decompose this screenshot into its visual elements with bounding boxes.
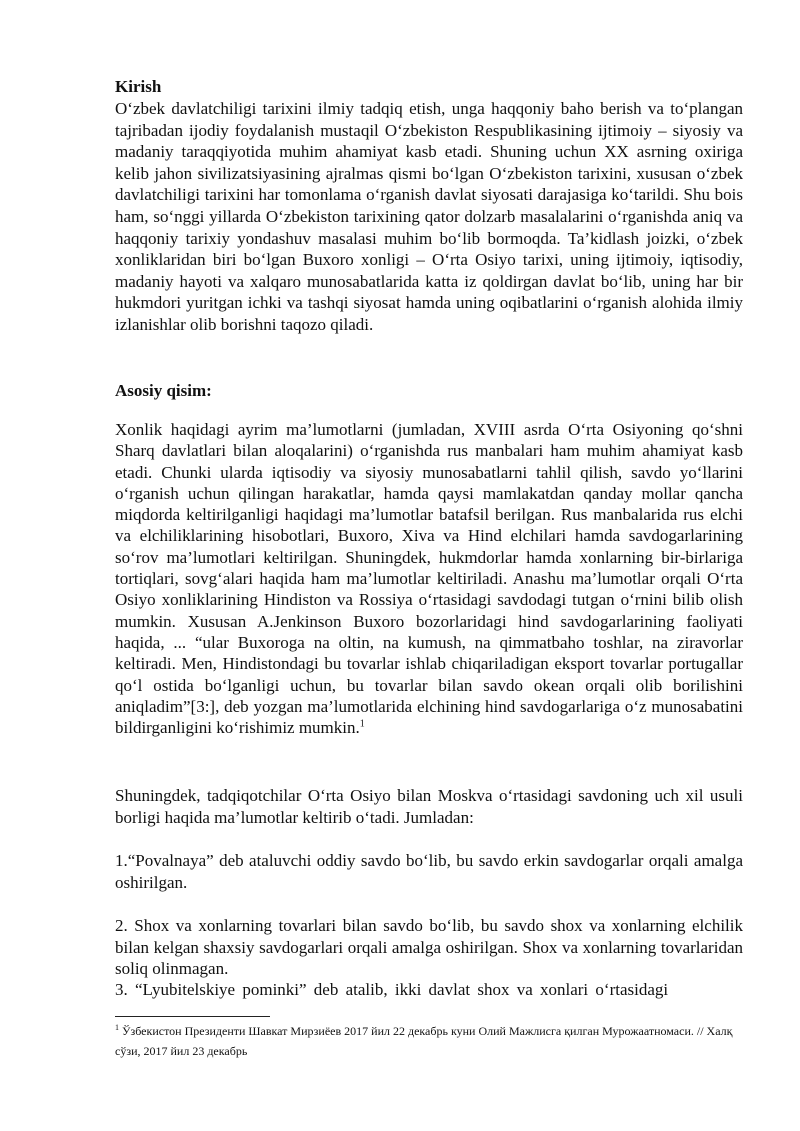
main-section-heading-block [115,380,743,402]
main-paragraph-2-block [115,785,743,828]
footnote-reference[interactable]: 1 [359,718,365,730]
footnote-text: Ўзбекистон Президенти Шавкат Мирзиёев 2017 йил 22 декабрь куни Олий Мажлисга қилган Мурожаатномаси. // Халқ сўзи, 2017 йил 23 декабрь [115,1024,733,1058]
footnote [115,1021,743,1061]
main-paragraph-2: Shuningdek, tadqiqotchilar O‘rta Osiyo bilan Moskva o‘rtasidagi savdoning uch xil usuli borligi haqida ma’lumotlar keltirib o‘tadi. Jumladan: [115,786,743,827]
main-heading: Asosiy qisim: [115,381,212,400]
intro-heading: Kirish [115,77,162,96]
footnote-separator [115,1016,270,1017]
list-item-3: 3. “Lyubitelskiye pominki” deb atalib, ikki davlat shox va xonlari o‘rtasidagi [115,980,669,999]
main-paragraph-1 [115,419,743,738]
list-item-2: 2. Shox va xonlarning tovarlari bilan savdo bo‘lib, bu savdo shox va xonlarning elchilik bilan kelgan shaxsiy savdogarlari orqali amalga oshirilgan. Shox va xonlarning tovarlaridan soliq olinmagan. [115,916,743,979]
main-paragraph-1-block [115,419,743,738]
list-item-1: 1.“Povalnaya” deb ataluvchi oddiy savdo bo‘lib, bu savdo erkin savdogarlar orqali amalga oshirilgan. [115,851,743,892]
intro-paragraph: O‘zbek davlatchiligi tarixini ilmiy tadqiq etish, unga haqqoniy baho berish va to‘plangan tajribadan ijodiy foydalanish mustaqil O‘zbekiston Respublikasining ijtimoiy – siyosiy va madaniy taraqqiyotida muhim ahamiyat kasb etadi. Shuning uchun XX asrning oxiriga kelib jahon sivilizatsiyasining ajralmas qismi bo‘lgan O‘zbekiston tarixini, xususan o‘zbek davlatchiligi tarixini har tomonlama o‘rganish davlat siyosati darajasiga ko‘tarildi. Shu bois ham, so‘nggi yillarda O‘zbekiston tarixining qator dolzarb masalalarini o‘rganishda aniq va haqqoniy tarixiy yondashuv masalasi muhim bo‘lib bormoqda. Ta’kidlash joizki, o‘zbek xonliklaridan biri bo‘lgan Buxoro xonligi – O‘rta Osiyo tarixi, uning ijtimoiy, iqtisodiy, madaniy hayoti va xalqaro munosabatlarida katta iz qoldirgan davlat bo‘lib, uning har bir hukmdori yuritgan ichki va tashqi siyosat hamda uning oqibatlarini o‘rganish alohida ilmiy izlanishlar olib borishni taqozo qiladi. [115,99,743,334]
intro-section [115,76,743,336]
list-item-3-block [115,979,743,1001]
list-item-2-block [115,915,743,980]
list-item-1-block [115,850,743,893]
main-paragraph-1-text: Xonlik haqidagi ayrim ma’lumotlarni (jumladan, XVIII asrda O‘rta Osiyoning qo‘shni Sharq davlatlari bilan aloqalarini) o‘rganishda rus manbalari ham muhim ahamiyat kasb etadi. Chunki ularda iqtisodiy va siyosiy munosabatlarni tahlil qilish, savdo yo‘llarini o‘rganish uchun qilingan harakatlar, hamda qaysi mamlakatdan qanday mollar qancha miqdorda keltirilganligi haqidagi ma’lumotlar batafsil berilgan. Rus manbalarida rus elchi va elchiliklarining hisobotlari, Buxoro, Xiva va Hind elchilari hamda savdogarlarining so‘rov ma’lumotlari keltirilgan. Shuningdek, hukmdorlar hamda xonlarning bir-birlariga tortiqlari, sovg‘alari haqida ham ma’lumotlar keltiriladi. Anashu ma’lumotlar orqali O‘rta Osiyo xonliklarining Hindiston va Rossiya o‘rtasidagi savdodagi tutgan o‘rnini bilib olish mumkin. Xususan A.Jenkinson Buxoro bozorlaridagi hind savdogarlarining faoliyati haqida, ... “ular Buxoroga na oltin, na kumush, na qimmatbaho toshlar, na ziravorlar keltiradi. Men, Hindistondagi bu tovarlar ishlab chiqariladigan eksport tovarlar portugallar qo‘l ostida bo‘lganligi uchun, bu tovarlar bilan savdo okean orqali olib borilishini aniqladim”[3:], deb yozgan ma’lumotlarida elchining hind savdogarlariga o‘z munosabatini bildirganligini ko‘rishimiz mumkin. [115,420,743,738]
footnote-number: 1 [115,1023,119,1032]
